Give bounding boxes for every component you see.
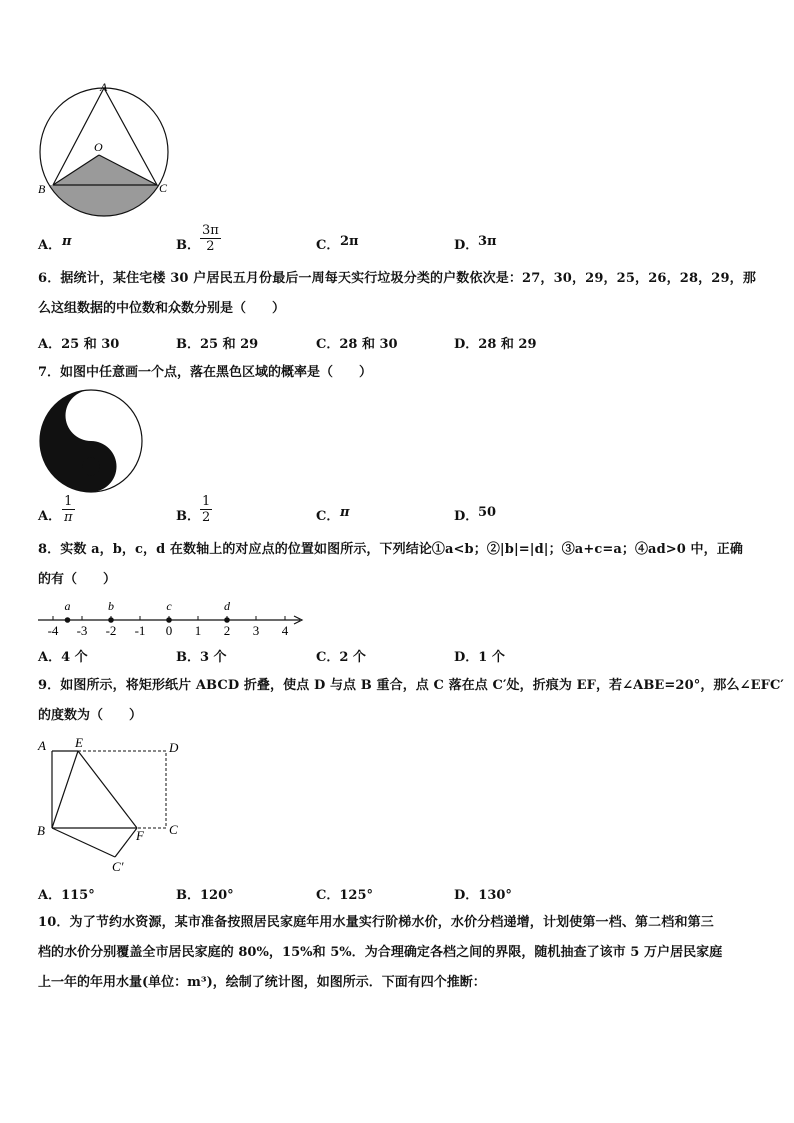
q9-label-d: D	[169, 740, 179, 755]
q8-stem-line2: 的有（ ）	[38, 572, 117, 587]
q8-number-line	[34, 594, 308, 640]
q8-tick-label: -2	[105, 623, 117, 638]
q8-option-a: A．4 个	[38, 650, 88, 665]
q5-option-c-label: C．	[316, 238, 340, 253]
q8-option-d: D．1 个	[454, 650, 505, 665]
q10-stem-line3: 上一年的年用水量(单位：m³)，绘制了统计图，如图所示．下面有四个推断：	[38, 975, 486, 990]
q8-option-b: B．3 个	[176, 650, 227, 665]
q5-option-d-label: D．	[454, 238, 479, 253]
q9-option-d: D．130°	[454, 888, 512, 903]
q5-option-b-label: B．	[176, 238, 200, 253]
q8-tick-label: 2	[223, 623, 231, 638]
q7-yin-yang-figure	[38, 388, 144, 494]
q7-small-black-dot	[82, 458, 100, 476]
q7-small-white-dot	[82, 407, 100, 425]
q7-option-d-label: D．	[454, 509, 479, 524]
q10-stem-line1: 10．为了节约水资源，某市准备按照居民家庭年用水量实行阶梯水价，水价分档递增，计划使第一档、第二档和第三	[38, 915, 714, 930]
q9-option-b: B．120°	[176, 888, 234, 903]
q9-option-a: A．115°	[38, 888, 95, 903]
q5-label-o: O	[94, 140, 103, 154]
q9-label-e: E	[75, 735, 83, 750]
q5-option-c-value: 2π	[340, 234, 359, 249]
q10-stem-line2: 档的水价分别覆盖全市居民家庭的 80%，15%和 5%．为合理确定各档之间的界限，随机抽查了该市 5 万户居民家庭	[38, 945, 723, 960]
q8-tick-label: 4	[281, 623, 289, 638]
q8-option-c: C．2 个	[316, 650, 366, 665]
q9-label-b: B	[37, 823, 45, 838]
q5-option-a-value: π	[62, 234, 72, 249]
q8-point-label-c: c	[166, 599, 172, 613]
q7-option-b-fraction: 1 2	[202, 494, 211, 525]
q9-crease-ef	[78, 751, 137, 828]
q9-label-c-prime: C′	[112, 859, 124, 874]
q7-option-a-label: A．	[38, 509, 62, 524]
q5-label-a: A	[100, 80, 108, 94]
q7-option-c-label: C．	[316, 509, 340, 524]
q9-label-c: C	[169, 822, 178, 837]
q7-option-a-fraction: 1 π	[64, 494, 73, 525]
q8-point-c	[166, 617, 172, 623]
q8-tick-label: 1	[194, 623, 202, 638]
q8-tick-label: -3	[76, 623, 88, 638]
q8-point-d	[224, 617, 230, 623]
q5-option-b-fraction: 3π 2	[202, 223, 219, 254]
q6-stem-line2: 么这组数据的中位数和众数分别是（ ）	[38, 301, 286, 316]
q8-point-a	[65, 617, 71, 623]
q5-circle-figure	[30, 78, 180, 223]
q9-stem-line2: 的度数为（ ）	[38, 708, 143, 723]
q9-label-a: A	[38, 738, 46, 753]
q5-label-c: C	[159, 181, 168, 195]
q6-option-d: D．28 和 29	[454, 337, 537, 352]
q9-rectangle-fold-figure	[30, 734, 190, 874]
q8-tick-label: 0	[165, 623, 173, 638]
q8-tick-label: 3	[252, 623, 260, 638]
q8-point-b	[108, 617, 114, 623]
q9-stem-line1: 9．如图所示，将矩形纸片 ABCD 折叠，使点 D 与点 B 重合，点 C 落在点 C′处，折痕为 EF，若∠ABE=20°，那么∠EFC′	[38, 678, 784, 693]
q7-option-c-value: π	[340, 505, 350, 520]
q9-dashed-edges	[78, 751, 166, 828]
q7-stem: 7．如图中任意画一个点，落在黑色区域的概率是（ ）	[38, 365, 373, 380]
q7-option-d-value: 50	[478, 505, 497, 520]
q9-label-f: F	[136, 828, 144, 843]
q6-option-c: C．28 和 30	[316, 337, 398, 352]
q8-stem-line1: 8．实数 a，b，c，d 在数轴上的对应点的位置如图所示，下列结论①a<b；②|b|=|d|；③a+c=a；④ad>0 中，正确	[38, 542, 743, 557]
q8-point-label-d: d	[224, 599, 230, 613]
q5-option-a-label: A．	[38, 238, 62, 253]
q8-tick-label: -1	[134, 623, 146, 638]
q7-option-b-label: B．	[176, 509, 200, 524]
q5-option-d-value: 3π	[478, 234, 497, 249]
q8-tick-label: -4	[47, 623, 59, 638]
q5-shaded-segment	[40, 185, 170, 225]
q5-label-b: B	[38, 182, 46, 196]
q8-point-label-a: a	[64, 599, 71, 613]
q6-option-a: A．25 和 30	[38, 337, 120, 352]
q5-shaded-triangle	[53, 155, 157, 185]
q6-option-b: B．25 和 29	[176, 337, 259, 352]
q6-stem-line1: 6．据统计，某住宅楼 30 户居民五月份最后一周每天实行垃圾分类的户数依次是：27，30，29，25，26，28，29，那	[38, 271, 756, 286]
q9-option-c: C．125°	[316, 888, 373, 903]
q8-point-label-b: b	[108, 599, 114, 613]
